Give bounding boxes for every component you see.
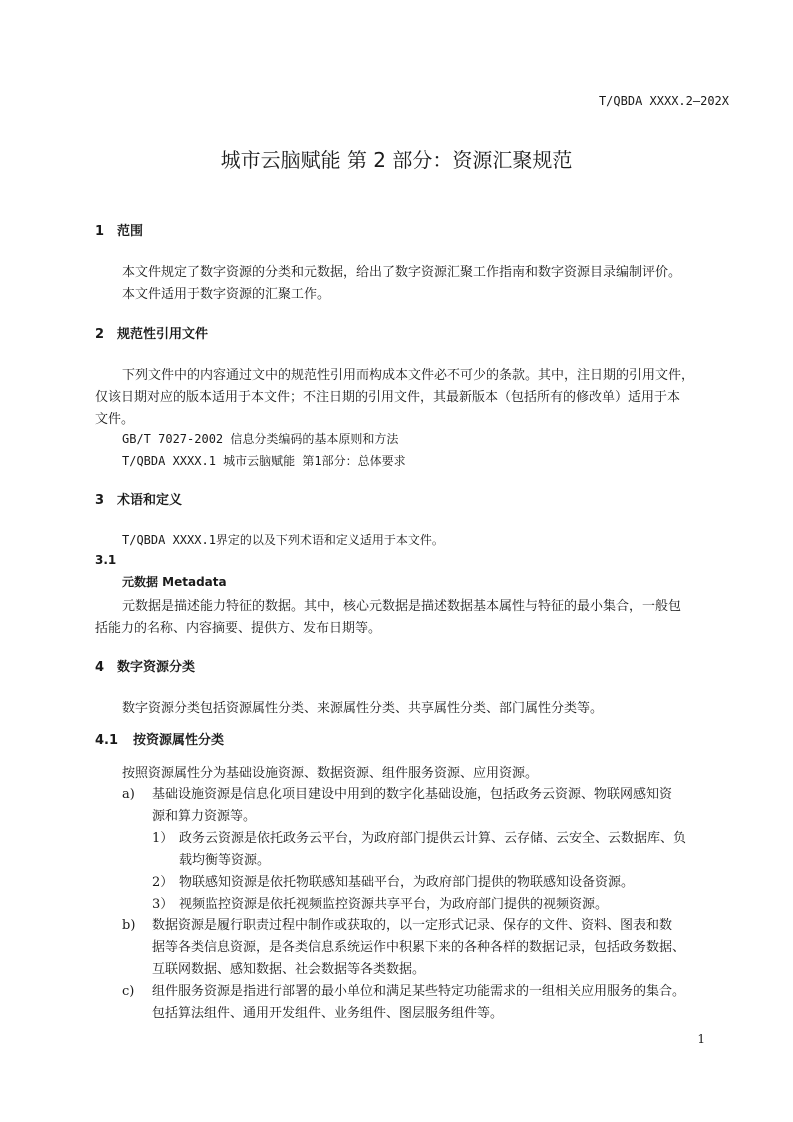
list-marker: c): [122, 984, 135, 999]
list-item-a: [122, 783, 672, 802]
list-item-b-cont: 互联网数据、感知数据、社会数据等各类数据。: [152, 962, 426, 977]
section-number: 3: [95, 493, 105, 508]
section-heading-3: [95, 489, 182, 508]
list-text: 组件服务资源是指进行部署的最小单位和满足某些特定功能需求的一组相关应用服务的集合。: [152, 984, 686, 999]
subsection-heading-4-1: [95, 729, 224, 748]
normative-reference: GB/T 7027-2002 信息分类编码的基本原则和方法: [122, 432, 399, 446]
term-number: 3.1: [95, 553, 117, 567]
section-number: 1: [95, 224, 105, 239]
section-title: 术语和定义: [117, 493, 183, 508]
list-marker: a): [122, 787, 135, 802]
normative-reference: T/QBDA XXXX.1 城市云脑赋能 第1部分：总体要求: [122, 454, 406, 468]
paragraph: 按照资源属性分为基础设施资源、数据资源、组件服务资源、应用资源。: [122, 766, 539, 781]
list-subitem-1: [152, 827, 686, 846]
page-title: 城市云脑赋能 第 2 部分：资源汇聚规范: [220, 148, 573, 172]
section-number: 2: [95, 327, 105, 342]
paragraph: 本文件规定了数字资源的分类和元数据，给出了数字资源汇聚工作指南和数字资源目录编制评价。: [122, 265, 682, 280]
section-number: 4: [95, 660, 105, 675]
section-title: 按资源属性分类: [133, 733, 225, 748]
list-item-c: [122, 980, 685, 999]
list-item-c-cont: 包括算法组件、通用开发组件、业务组件、图层服务组件等。: [152, 1006, 504, 1021]
list-marker: 3）: [152, 897, 174, 912]
list-item-b-cont: 据等各类信息资源，是各类信息系统运作中积累下来的各种各样的数据记录，包括政务数据、: [152, 940, 686, 955]
term-title: 元数据 Metadata: [122, 575, 227, 589]
list-item-b: [122, 914, 672, 933]
paragraph-line: 文件。: [95, 412, 135, 427]
paragraph: T/QBDA XXXX.1界定的以及下列术语和定义适用于本文件。: [122, 533, 444, 547]
document-code: T/QBDA XXXX.2—202X: [598, 94, 729, 108]
list-marker: 2）: [152, 875, 174, 890]
list-subitem-2: [152, 871, 634, 890]
page-number: 1: [697, 1032, 705, 1046]
list-text: 政务云资源是依托政务云平台，为政府部门提供云计算、云存储、云安全、云数据库、负: [179, 831, 687, 846]
list-subitem-3: [152, 893, 608, 912]
paragraph: 本文件适用于数字资源的汇聚工作。: [122, 287, 331, 302]
section-heading-2: [95, 323, 208, 342]
term-definition-line: 元数据是描述能力特征的数据。其中，核心元数据是描述数据基本属性与特征的最小集合，一般包: [122, 599, 682, 614]
term-definition-line: 括能力的名称、内容摘要、提供方、发布日期等。: [95, 621, 382, 636]
section-title: 范围: [117, 224, 144, 239]
list-text: 数据资源是履行职责过程中制作或获取的，以一定形式记录、保存的文件、资料、图表和数: [152, 918, 673, 933]
paragraph-line: 仅该日期对应的版本适用于本文件；不注日期的引用文件，其最新版本（包括所有的修改单）适用于本: [95, 390, 681, 405]
list-text: 基础设施资源是信息化项目建设中用到的数字化基础设施，包括政务云资源、物联网感知资: [152, 787, 673, 802]
list-text: 物联感知资源是依托物联感知基础平台，为政府部门提供的物联感知设备资源。: [179, 875, 635, 890]
list-item-a-cont: 源和算力资源等。: [152, 809, 257, 824]
section-title: 数字资源分类: [117, 660, 196, 675]
section-number: 4.1: [95, 733, 119, 748]
list-marker: 1）: [152, 831, 174, 846]
list-marker: b): [122, 918, 136, 933]
section-heading-1: [95, 220, 143, 239]
section-title: 规范性引用文件: [117, 327, 209, 342]
paragraph: 数字资源分类包括资源属性分类、来源属性分类、共享属性分类、部门属性分类等。: [122, 701, 604, 716]
paragraph-line: 下列文件中的内容通过文中的规范性引用而构成本文件必不可少的条款。其中，注日期的引用文件，: [122, 368, 695, 383]
list-text: 视频监控资源是依托视频监控资源共享平台，为政府部门提供的视频资源。: [179, 897, 609, 912]
section-heading-4: [95, 656, 195, 675]
list-subitem-1-cont: 载均衡等资源。: [179, 853, 271, 868]
